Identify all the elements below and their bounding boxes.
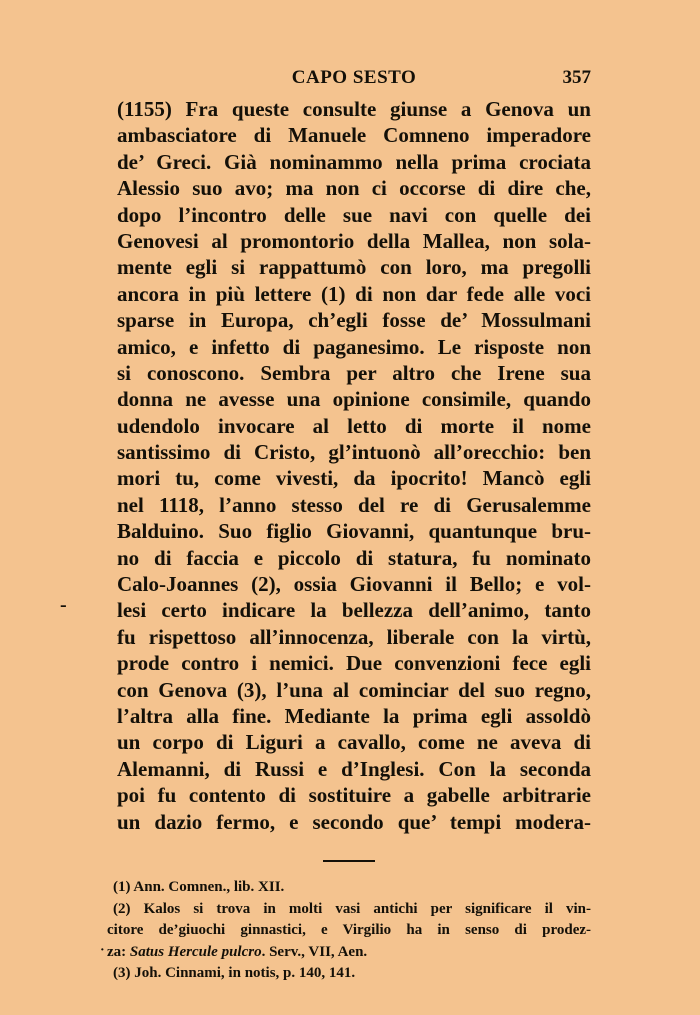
text-line: ambasciatore di Manuele Comneno imperadore (117, 123, 591, 148)
text-line: nel 1118, l’anno stesso del re di Gerusalemme (117, 492, 591, 517)
chapter-title: CAPO SESTO (291, 67, 417, 88)
text-line: mente egli si rappattumò con loro, ma pregolli (117, 255, 591, 280)
text-line: l’altra alla fine. Mediante la prima egli assoldò (117, 703, 591, 728)
text-line: lesi certo indicare la bellezza dell’animo, tanto (117, 598, 591, 623)
text-line: poi fu contento di sostituire a gabelle arbitrarie (117, 783, 591, 808)
text-line: un dazio fermo, e secondo que’ tempi modera- (117, 809, 591, 834)
footnote-line: (2) Kalos si trova in molti vasi antichi per significare il vin- (113, 900, 591, 917)
footnote-divider (323, 860, 375, 862)
text-line: de’ Greci. Già nominammo nella prima crociata (117, 149, 591, 174)
margin-mark: - (60, 594, 67, 616)
main-text (117, 96, 591, 835)
text-line: amico, e infetto di paganesimo. Le risposte non (117, 334, 591, 359)
text-line: Alessio suo avo; ma non ci occorse di dire che, (117, 176, 591, 201)
text-line: prode contro i nemici. Due convenzioni fece egli (117, 651, 591, 676)
text-line: dopo l’incontro delle sue navi con quelle dei (117, 202, 591, 227)
footnote-line: za: Satus Hercule pulcro. Serv., VII, Aen. (107, 943, 368, 960)
running-head (117, 67, 591, 97)
text-line: un corpo di Liguri a cavallo, come ne aveva di (117, 730, 591, 755)
text-line: (1155) Fra queste consulte giunse a Genova un (117, 97, 591, 121)
margin-mark: · (100, 943, 105, 958)
footnotes (107, 877, 591, 985)
text-line: si conoscono. Sembra per altro che Irene sua (117, 360, 591, 385)
text-line: mori tu, come vivesti, da ipocrito! Mancò egli (117, 466, 591, 491)
footnote-line: (1) Ann. Comnen., lib. XII. (113, 879, 285, 895)
footnote-line: (3) Joh. Cinnami, in notis, p. 140, 141. (113, 965, 356, 981)
latin-quote: Satus Hercule pulcro (129, 943, 262, 960)
text-line: Calo-Joannes (2), ossia Giovanni il Bello; e vol- (117, 572, 591, 597)
text-line: sparse in Europa, ch’egli fosse de’ Mossulmani (117, 308, 591, 333)
text-line: Balduino. Suo figlio Giovanni, quantunque bru- (117, 519, 591, 544)
page-number: 357 (562, 67, 591, 88)
text-line: fu rispettoso all’innocenza, liberale con la virtù, (117, 624, 591, 649)
text-line: no di faccia e piccolo di statura, fu nominato (117, 545, 591, 570)
footnote-line: citore de’giuochi ginnastici, e Virgilio ha in senso di prodez- (107, 922, 591, 938)
text-line: Genovesi al promontorio della Mallea, non sola- (117, 228, 591, 253)
text-line: santissimo di Cristo, gl’intuonò all’orecchio: ben (117, 440, 591, 465)
text-line: donna ne avesse una opinione consimile, quando (117, 387, 591, 412)
text-line: ancora in più lettere (1) di non dar fede alle voci (117, 281, 591, 306)
text-line: Alemanni, di Russi e d’Inglesi. Con la seconda (117, 756, 591, 781)
text-line: udendolo invocare al letto di morte il nome (117, 413, 591, 438)
text-line: con Genova (3), l’una al cominciar del suo regno, (117, 677, 591, 702)
